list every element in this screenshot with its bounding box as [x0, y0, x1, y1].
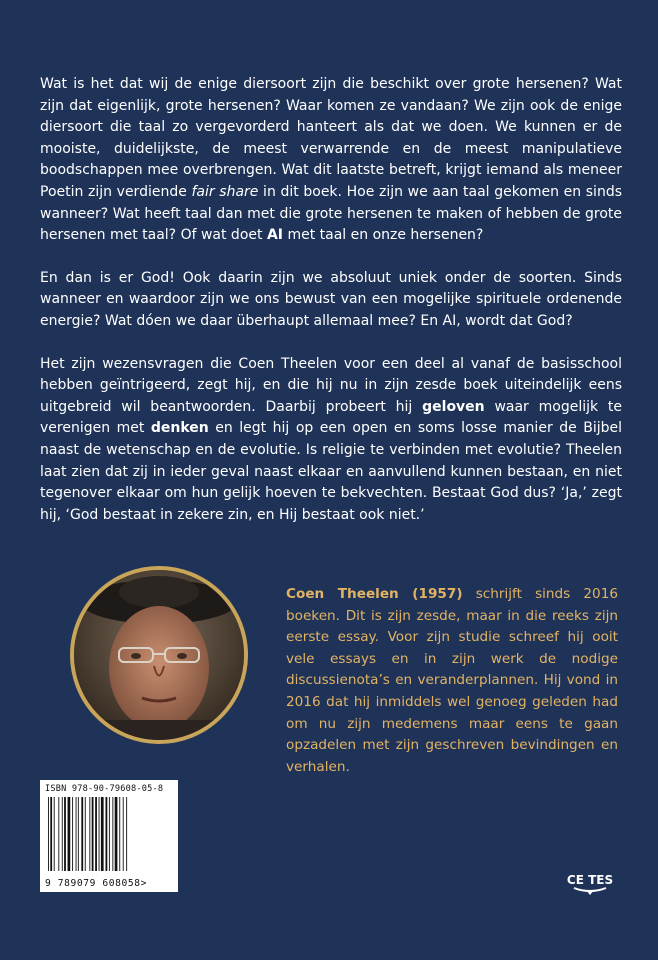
barcode-bar: [85, 797, 86, 871]
barcode-bar: [123, 797, 124, 871]
barcode-bar: [62, 797, 63, 871]
barcode-bar: [99, 797, 100, 871]
barcode-bar: [78, 797, 79, 871]
barcode-digits: [45, 878, 147, 889]
publisher-logo: [560, 866, 620, 896]
barcode-bar: [119, 797, 120, 871]
barcode-bar: [112, 797, 113, 871]
barcode-bar: [58, 797, 59, 871]
barcode-bar: [89, 797, 90, 871]
barcode-bar: [81, 797, 83, 871]
barcode-bar: [68, 797, 71, 871]
isbn-barcode: [40, 780, 178, 892]
barcode-bar: [64, 797, 66, 871]
blurb-p3-part-c: en legt hij op een open en soms losse manier de Bijbel naast de wetenschap en de evolutie. Is religie te verbinden met evolutie? Theelen laat zien dat zij in ieder geval naast elkaar en aanvullend kunnen bestaan, en niet tegenover elkaar om hun gelijk hoeven te bekvechten. Bestaat God dus? ‘Ja,’ zegt hij, ‘God bestaat in zekere zin, en Hij bestaat ook niet.’: [40, 420, 622, 523]
author-portrait: [70, 566, 248, 744]
blurb-p3-part-a: Het zijn wezensvragen die Coen Theelen voor een deel al vanaf de basisschool hebben geïntrigeerd, zegt hij, en die hij nu in zijn zesde boek uiteindelijk eens uitgebreid wil beantwoorden. Daarbij probeert hij: [40, 355, 622, 415]
barcode-bars: [48, 797, 170, 871]
barcode-digit-text: 9 789079 608058: [45, 878, 141, 889]
isbn-number: ISBN 978-90-79608-05-8: [45, 784, 164, 794]
barcode-bar: [54, 797, 55, 871]
author-portrait-illustration: [74, 570, 244, 740]
barcode-bar: [48, 797, 49, 871]
barcode-bar: [106, 797, 108, 871]
barcode-bar: [109, 797, 110, 871]
blurb-p3-part-b: waar mogelijk te verenigen met: [40, 398, 622, 437]
author-bio: [286, 584, 618, 778]
blurb-paragraph-2: En dan is er God! Ook daarin zijn we absoluut uniek onder de soorten. Sinds wanneer en waardoor zijn we ons bewust van een mogelijke spirituele ordenende energie? Wat dóen we daar überhaupt allemaal mee? En AI, wordt dat God?: [40, 269, 622, 329]
barcode-bar: [92, 797, 94, 871]
barcode-bar: [72, 797, 73, 871]
blurb-paragraph-3: [40, 354, 622, 527]
barcode-bar: [126, 797, 127, 871]
author-name: Coen Theelen (1957): [286, 586, 463, 602]
author-bio-text: schrijft sinds 2016 boeken. Dit is zijn zesde, maar in die reeks zijn eerste essay. Voor zijn studie schreef hij ooit vele essays en in zijn werk de nodige discussienota’s en veranderplannen. Hij vond in 2016 dat hij inmiddels wel genoeg geleden had om nu zijn medemens maar eens te gaan opzadelen met zijn geschreven bevindingen en verhalen.: [286, 586, 619, 775]
blurb-text: [40, 74, 622, 547]
publisher-logo-book-icon: [586, 890, 594, 895]
blurb-p1-part-a: Wat is het dat wij de enige diersoort zijn die beschikt over grote hersenen? Wat zijn dat eigenlijk, grote hersenen? Waar komen ze vandaan? We zijn ook de enige diersoort die taal zo vergevorderd hanteert als dat we doen. We kunnen er de mooiste, duidelijkste, de meest verwarrende en de meest manipulatieve boodschappen mee overbrengen. Wat dit laatste betreft, krijgt iemand als meneer Poetin zijn verdiende: [40, 76, 622, 200]
barcode-bar: [50, 797, 52, 871]
emphasis-fair-share: fair share: [191, 183, 259, 200]
blurb-paragraph-1: [40, 74, 622, 247]
barcode-bar: [101, 797, 104, 871]
blurb-p1-part-b: in dit boek. Hoe zijn we aan taal gekomen en sinds wanneer? Wat heeft taal dan met die grote hersenen te maken of hebben de grote hersenen met taal? Of wat doet: [40, 183, 623, 244]
blurb-p1-part-c: met taal en onze hersenen?: [283, 227, 484, 244]
barcode-quiet-zone-marker: >: [140, 878, 148, 889]
emphasis-geloven: geloven: [422, 398, 485, 415]
barcode-bar: [95, 797, 97, 871]
barcode-bar: [76, 797, 77, 871]
emphasis-denken: denken: [150, 420, 209, 437]
emphasis-ai: AI: [266, 227, 283, 244]
barcode-bar: [115, 797, 118, 871]
publisher-logo-text: CE TES: [566, 873, 614, 887]
